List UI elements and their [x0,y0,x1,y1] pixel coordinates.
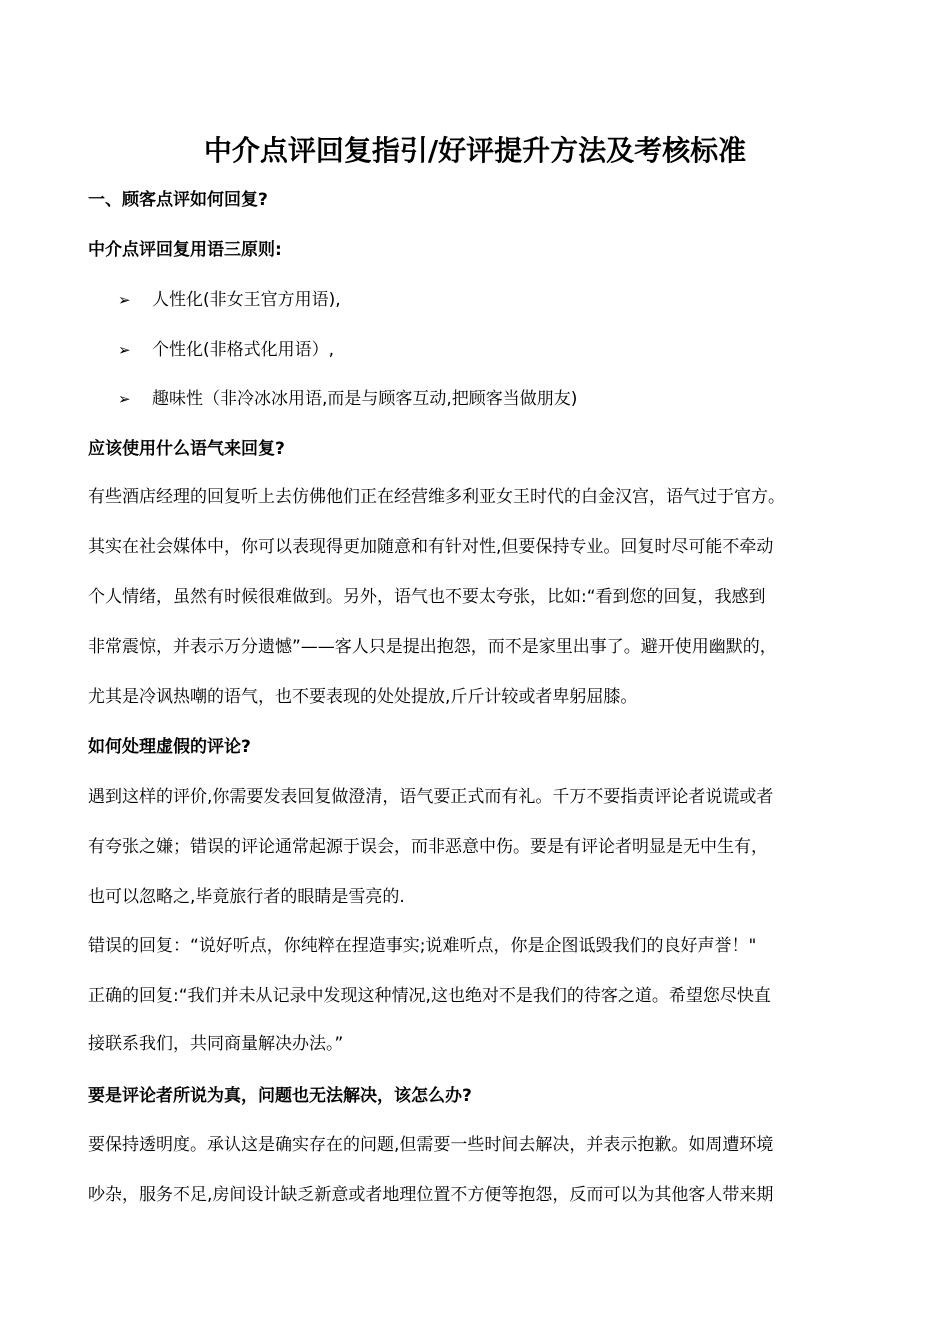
right-reply-example [88,972,868,1068]
paragraph-line: 有夸张之嫌；错误的评论通常起源于误会，而非恶意中伤。要是有评论者明显是无中生有， [88,837,768,857]
paragraph-line: 也可以忽略之,毕竟旅行者的眼睛是雪亮的. [88,887,405,907]
paragraph-line: 遇到这样的评价,你需要发表回复做澄清，语气要正式而有礼。千万不要指责评论者说谎或者 [88,787,774,807]
paragraph-line: 要保持透明度。承认这是确实存在的问题,但需要一些时间去解决，并表示抱歉。如周遭环境 [88,1135,774,1155]
section-heading-tone: 应该使用什么语气来回复? [88,439,285,459]
list-item-text: 趣味性（非冷冰冰用语,而是与顾客互动,把顾客当做朋友) [152,389,578,409]
arrow-bullet-icon: ➢ [118,291,131,309]
paragraph-line: 正确的回复:“我们并未从记录中发现这种情况,这也绝对不是我们的待客之道。希望您尽快直 [88,986,771,1006]
arrow-bullet-icon: ➢ [118,390,131,408]
list-item-text: 个性化(非格式化用语）, [152,340,335,360]
document-title: 中介点评回复指引/好评提升方法及考核标准 [203,134,747,167]
section-heading-three-principles: 中介点评回复用语三原则: [88,240,282,260]
section-heading-unsolvable: 要是评论者所说为真，问题也无法解决，该怎么办? [88,1086,472,1106]
paragraph-fake-reviews [88,772,868,922]
list-item [118,385,577,413]
list-item-text: 人性化(非女王官方用语), [152,290,341,310]
paragraph-tone [88,472,868,722]
wrong-reply-example: 错误的回复：“说好听点，你纯粹在捏造事实;说难听点，你是企图诋毁我们的良好声誉！" [88,936,757,956]
list-item [118,286,341,314]
arrow-bullet-icon: ➢ [118,341,131,359]
paragraph-line: 有些酒店经理的回复听上去仿佛他们正在经营维多利亚女王时代的白金汉宫，语气过于官方。 [88,487,785,507]
paragraph-line: 非常震惊，并表示万分遗憾”——客人只是提出抱怨，而不是家里出事了。避开使用幽默的， [88,637,777,657]
paragraph-unsolvable [88,1120,868,1220]
paragraph-line: 接联系我们，共同商量解决办法。” [88,1034,344,1054]
paragraph-line: 尤其是冷讽热嘲的语气，也不要表现的处处提放,斤斤计较或者卑躬屈膝。 [88,687,638,707]
section-heading-fake-reviews: 如何处理虚假的评论? [88,737,251,757]
paragraph-line: 吵杂，服务不足,房间设计缺乏新意或者地理位置不方便等抱怨，反而可以为其他客人带来期 [88,1185,774,1205]
paragraph-line: 个人情绪，虽然有时候很难做到。另外，语气也不要太夸张，比如:“看到您的回复，我感到 [88,587,766,607]
list-item [118,336,334,364]
paragraph-line: 其实在社会媒体中，你可以表现得更加随意和有针对性,但要保持专业。回复时尽可能不牵动 [88,537,774,557]
section-heading-how-to-reply: 一、顾客点评如何回复? [88,190,268,210]
